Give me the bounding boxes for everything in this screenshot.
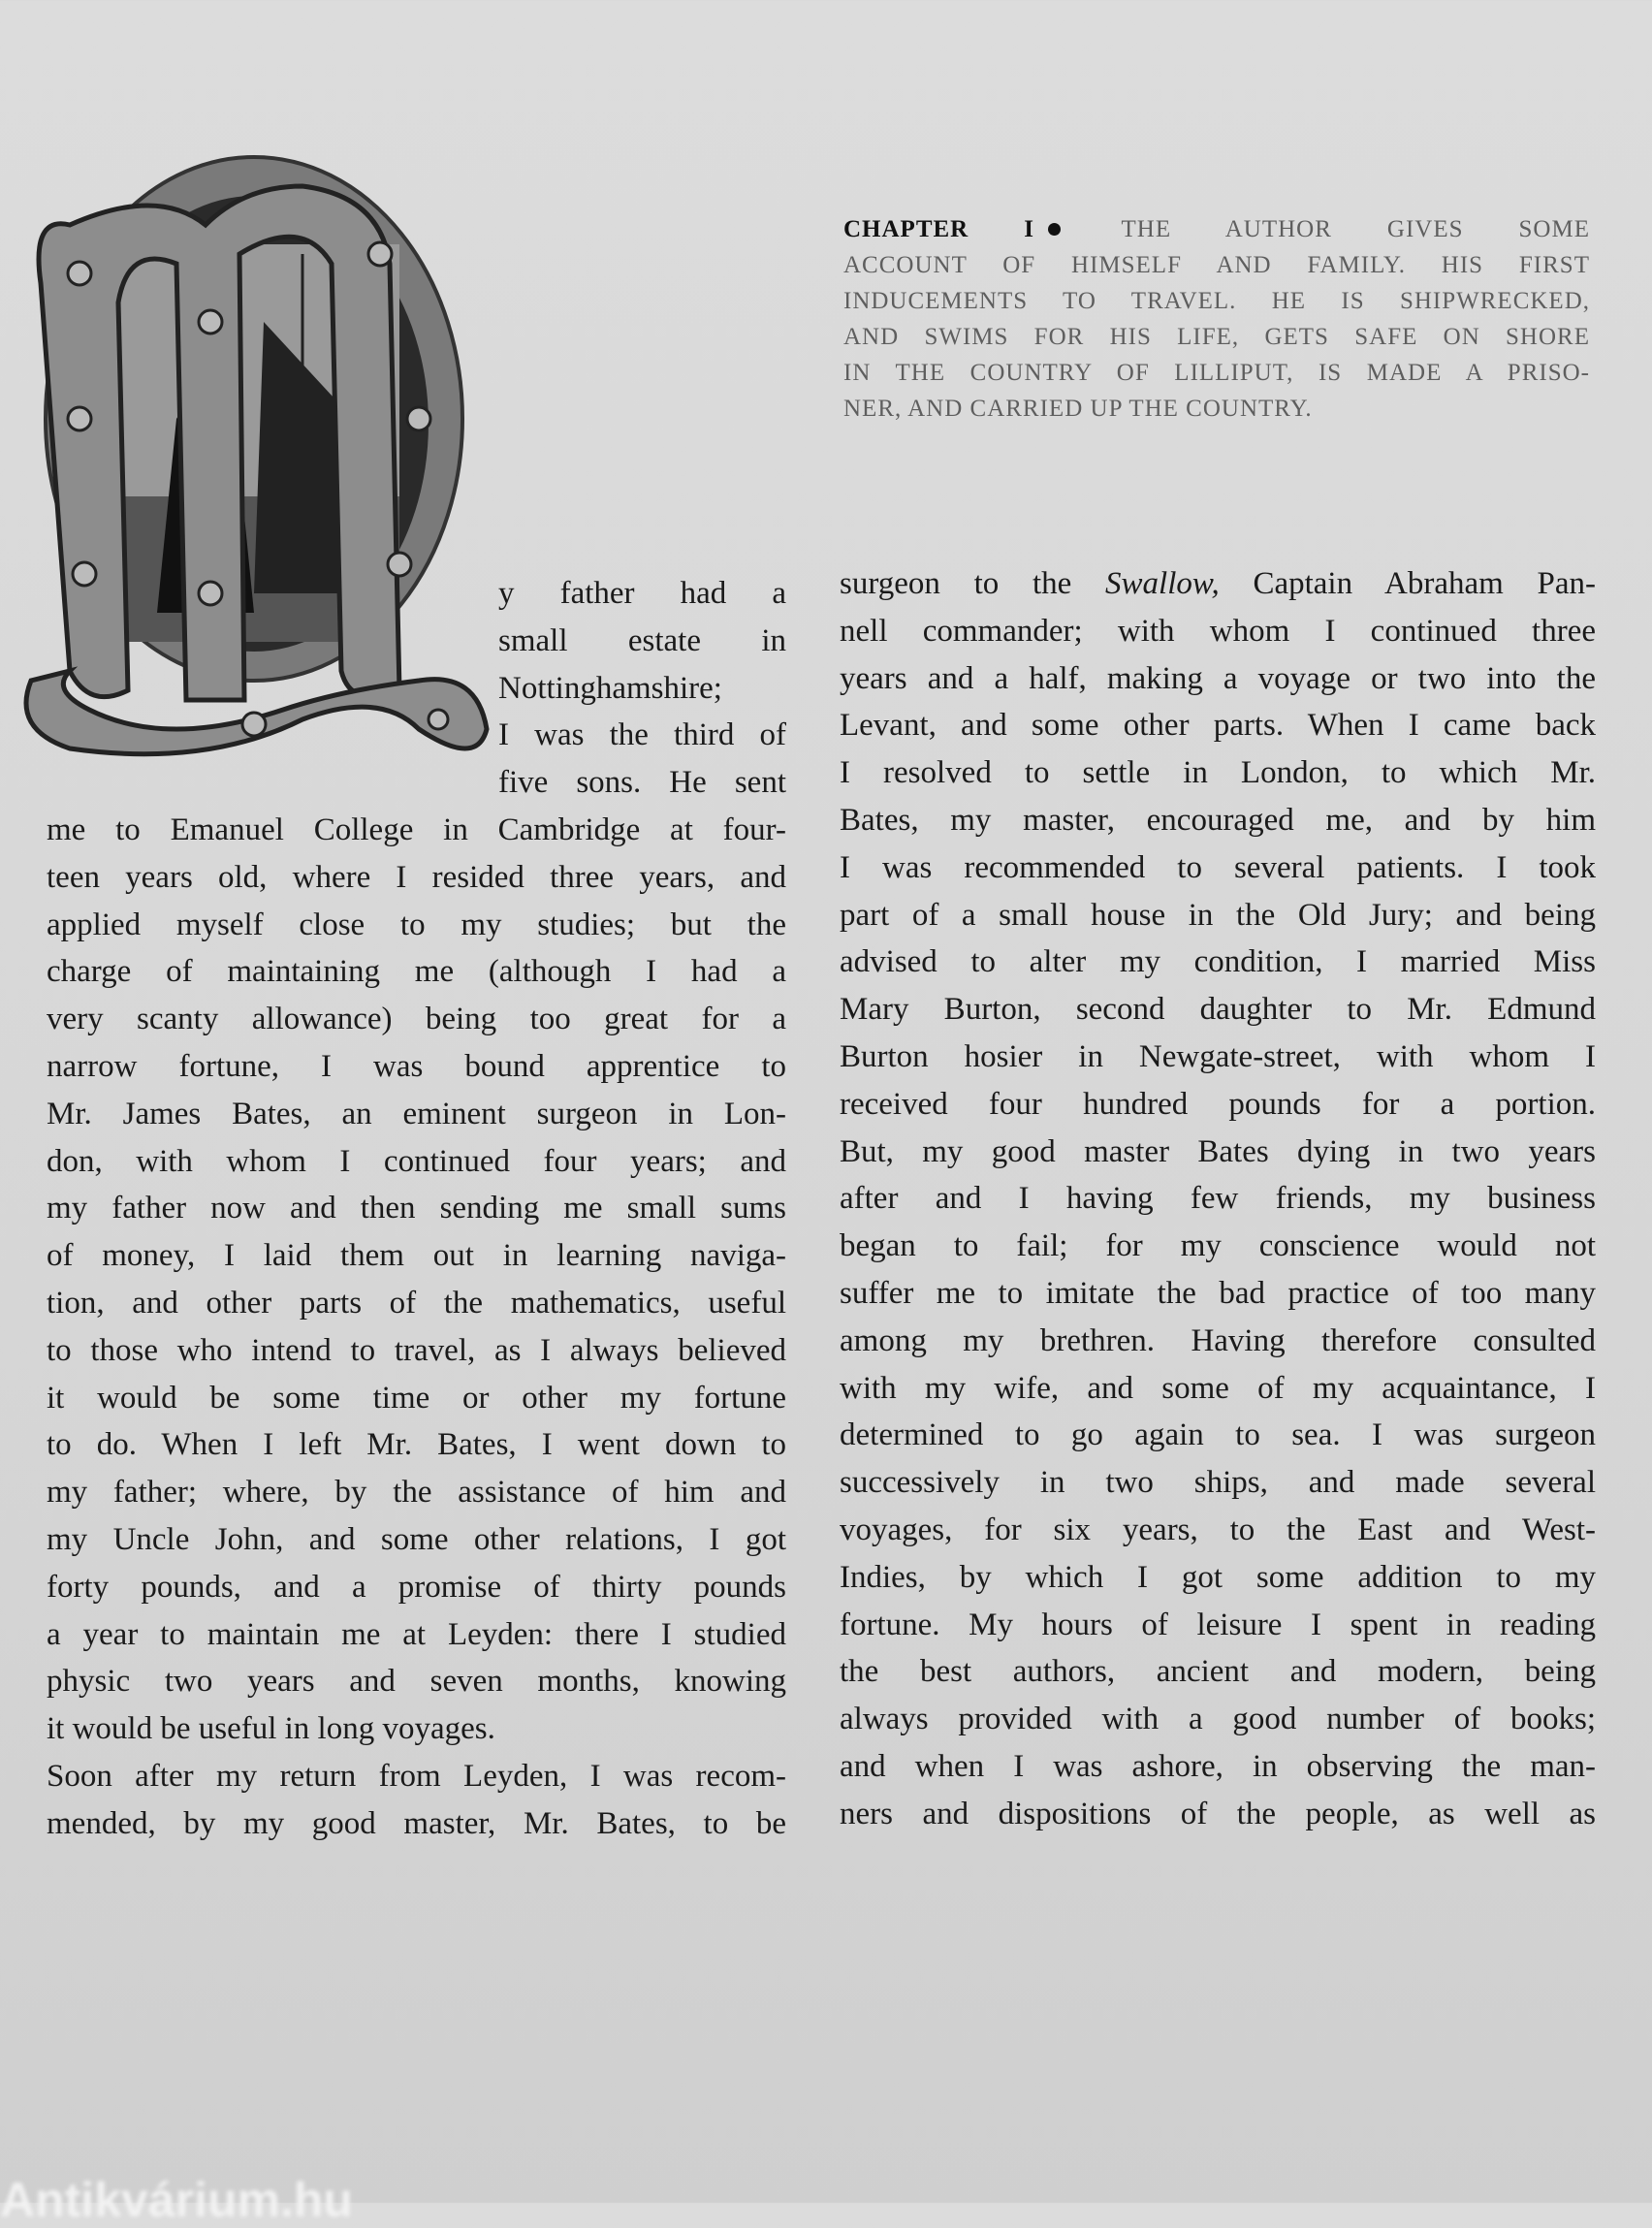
text-line: years and a half, making a voyage or two into the (840, 660, 1596, 696)
text-line: narrow fortune, I was bound apprentice to (47, 1048, 786, 1084)
chapter-heading (843, 211, 1590, 427)
right-column (840, 560, 1596, 1838)
text-line: Mary Burton, second daughter to Mr. Edmund (840, 992, 1596, 1028)
text-line: after and I having few friends, my business (840, 1181, 1596, 1217)
text-span: Captain Abraham Pan- (1219, 566, 1596, 601)
left-column-beside-initial (498, 570, 786, 807)
text-line: physic two years and seven months, knowing (47, 1664, 786, 1700)
text-line: to do. When I left Mr. Bates, I went down to (47, 1427, 786, 1463)
text-line: mended, by my good master, Mr. Bates, to be (47, 1805, 786, 1841)
text-line: I resolved to settle in London, to which Mr. (840, 755, 1596, 791)
heading-text: THE AUTHOR GIVES SOME (1121, 216, 1590, 242)
text-line: my Uncle John, and some other relations, I got (47, 1521, 786, 1557)
text-line: with my wife, and some of my acquaintance, I (840, 1370, 1596, 1406)
text-line: don, with whom I continued four years; and (47, 1143, 786, 1179)
bullet-icon (1048, 223, 1061, 236)
text-line: fortune. My hours of leisure I spent in reading (840, 1607, 1596, 1642)
text-line: it would be some time or other my fortune (47, 1380, 786, 1416)
text-line: nell commander; with whom I continued three (840, 613, 1596, 649)
chapter-label: CHAPTER I (843, 216, 1034, 242)
text-line: five sons. He sent (498, 765, 786, 801)
text-line: a year to maintain me at Leyden: there I studied (47, 1616, 786, 1652)
text-line (840, 560, 1596, 608)
text-line: suffer me to imitate the bad practice of too many (840, 1275, 1596, 1311)
text-line: teen years old, where I resided three years, and (47, 859, 786, 895)
heading-line: INDUCEMENTS TO TRAVEL. HE IS SHIPWRECKED, (843, 288, 1590, 314)
text-line: successively in two ships, and made several (840, 1465, 1596, 1501)
watermark: Antikvárium.hu (0, 2173, 353, 2227)
text-line: charge of maintaining me (although I had a (47, 954, 786, 990)
text-line: Nottinghamshire; (498, 670, 722, 706)
text-line: tion, and other parts of the mathematics, useful (47, 1285, 786, 1321)
text-line: began to fail; for my conscience would not (840, 1228, 1596, 1264)
text-line: Burton hosier in Newgate-street, with whom I (840, 1038, 1596, 1074)
text-line: ners and dispositions of the people, as well as (840, 1796, 1596, 1831)
text-line: y father had a (498, 576, 786, 611)
heading-line: NER, AND CARRIED UP THE COUNTRY. (843, 396, 1313, 422)
text-line: voyages, for six years, to the East and West- (840, 1512, 1596, 1547)
text-line: applied myself close to my studies; but the (47, 907, 786, 942)
text-line: But, my good master Bates dying in two years (840, 1133, 1596, 1169)
text-line: forty pounds, and a promise of thirty pounds (47, 1569, 786, 1605)
text-line: Soon after my return from Leyden, I was recom- (47, 1758, 786, 1794)
text-span: surgeon to the (840, 566, 1106, 601)
heading-line (843, 211, 1590, 247)
illuminated-initial-ship-icon (12, 128, 496, 787)
text-line: advised to alter my condition, I married Miss (840, 944, 1596, 980)
text-line: me to Emanuel College in Cambridge at four- (47, 812, 786, 847)
text-line: to those who intend to travel, as I always believed (47, 1332, 786, 1368)
ship-name: Swallow, (1105, 566, 1220, 601)
text-line: small estate in (498, 622, 786, 658)
text-line: it would be useful in long voyages. (47, 1711, 495, 1747)
text-line: determined to go again to sea. I was surgeon (840, 1417, 1596, 1453)
heading-line: ACCOUNT OF HIMSELF AND FAMILY. HIS FIRST (843, 252, 1590, 278)
text-line: I was recommended to several patients. I took (840, 849, 1596, 885)
text-line: and when I was ashore, in observing the man- (840, 1748, 1596, 1784)
text-line: Bates, my master, encouraged me, and by him (840, 802, 1596, 838)
text-line: always provided with a good number of books; (840, 1702, 1596, 1737)
text-line: I was the third of (498, 717, 786, 753)
text-line: my father; where, by the assistance of him and (47, 1475, 786, 1511)
text-line: the best authors, ancient and modern, being (840, 1654, 1596, 1690)
text-line: of money, I laid them out in learning naviga- (47, 1238, 786, 1274)
text-line: Mr. James Bates, an eminent surgeon in Lon- (47, 1096, 786, 1131)
heading-line: IN THE COUNTRY OF LILLIPUT, IS MADE A PRISO- (843, 360, 1590, 386)
text-line: part of a small house in the Old Jury; and being (840, 897, 1596, 933)
text-line: very scanty allowance) being too great for a (47, 1002, 786, 1037)
text-line: Levant, and some other parts. When I came back (840, 708, 1596, 744)
heading-line: AND SWIMS FOR HIS LIFE, GETS SAFE ON SHORE (843, 324, 1590, 350)
left-column (47, 807, 786, 1848)
illuminated-drop-cap (12, 128, 496, 787)
text-line: Indies, by which I got some addition to my (840, 1559, 1596, 1595)
text-line: received four hundred pounds for a portion. (840, 1086, 1596, 1122)
text-line: among my brethren. Having therefore consulted (840, 1322, 1596, 1358)
text-line: my father now and then sending me small sums (47, 1191, 786, 1226)
